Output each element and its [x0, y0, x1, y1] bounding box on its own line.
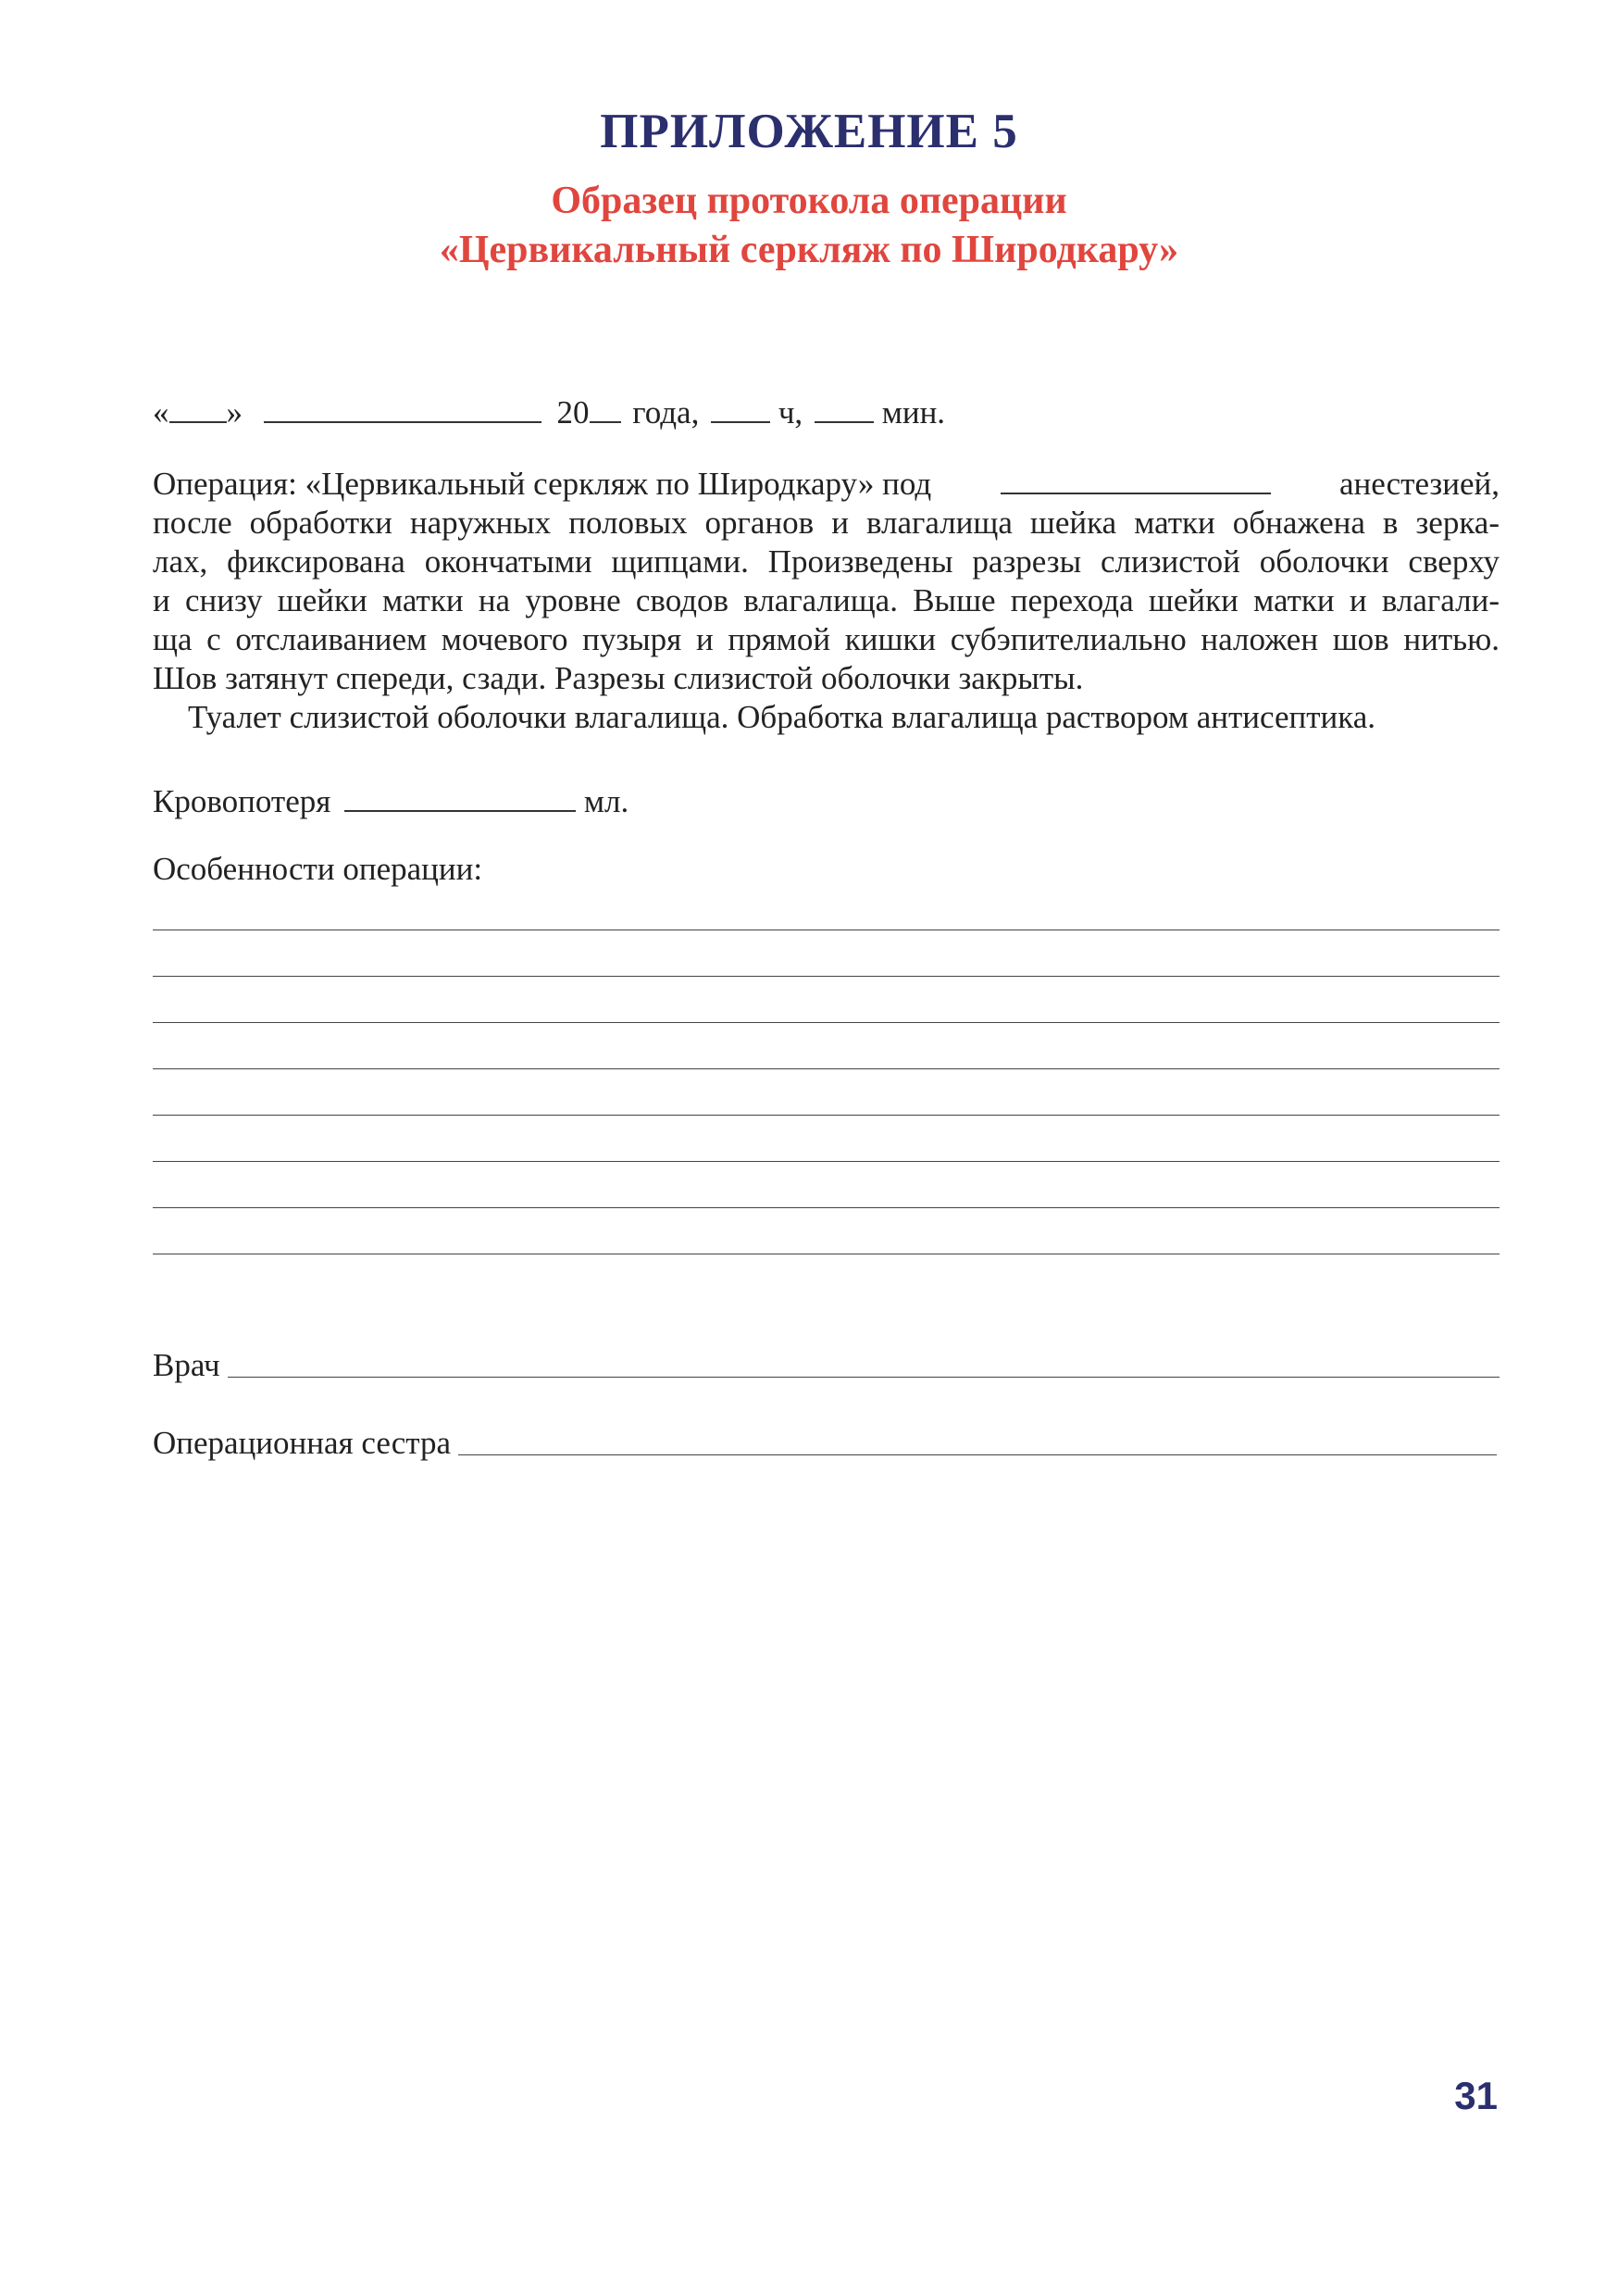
year-prefix: 20: [556, 394, 590, 430]
protocol-line-3: лах, фиксирована окончатыми щипцами. Произведены разрезы слизистой оболочки сверху: [153, 543, 1500, 580]
protocol-line-1-end: анестезией,: [1338, 466, 1500, 502]
features-label: Особенности операции:: [153, 851, 483, 887]
protocol-line-6: Шов затянут спереди, сзади. Разрезы слизистой оболочки закрыты.: [153, 660, 1084, 696]
date-time-line: [153, 393, 945, 432]
protocol-line-5: ща с отслаиванием мочевого пузыря и прямой кишки субэпителиально наложен шов нитью.: [153, 621, 1500, 657]
protocol-paragraph: [153, 465, 1500, 737]
year-suffix: года,: [632, 394, 700, 430]
day-field[interactable]: [169, 393, 227, 423]
protocol-line-1: [153, 465, 1500, 504]
protocol-line-1-start: Операция: «Цервикальный серкляж по Широдкару» под: [153, 466, 932, 502]
close-quote: »: [226, 394, 243, 430]
nurse-signature-field[interactable]: [458, 1454, 1497, 1455]
blood-loss-unit: мл.: [583, 783, 629, 819]
appendix-heading: ПРИЛОЖЕНИЕ 5: [600, 105, 1018, 158]
blood-loss-line: [153, 782, 629, 821]
doctor-signature-line: [153, 1346, 1500, 1385]
notes-line-4[interactable]: [153, 1068, 1500, 1069]
nurse-label: Операционная сестра: [153, 1425, 452, 1461]
protocol-title-line2: «Цервикальный серкляж по Широдкару»: [439, 229, 1179, 271]
minutes-field[interactable]: [815, 393, 874, 423]
doctor-signature-field[interactable]: [228, 1377, 1500, 1378]
notes-line-3[interactable]: [153, 1022, 1500, 1023]
anesthesia-field[interactable]: [1001, 467, 1271, 494]
month-field[interactable]: [264, 393, 541, 423]
nurse-signature-line: [153, 1424, 1497, 1463]
notes-line-7[interactable]: [153, 1207, 1500, 1208]
protocol-line-4: и снизу шейки матки на уровне сводов влагалища. Выше перехода шейки матки и влагали-: [153, 582, 1500, 618]
page-number: 31: [1454, 2074, 1498, 2117]
open-quote: «: [153, 394, 169, 430]
hours-label: ч,: [778, 394, 803, 430]
hours-field[interactable]: [711, 393, 770, 423]
notes-line-6[interactable]: [153, 1161, 1500, 1162]
minutes-label: мин.: [881, 394, 946, 430]
protocol-title-line1: Образец протокола операции: [551, 180, 1067, 222]
blood-loss-field[interactable]: [344, 782, 576, 812]
protocol-line-7: Туалет слизистой оболочки влагалища. Обработка влагалища раствором антисептика.: [188, 699, 1376, 735]
year-field[interactable]: [590, 393, 621, 423]
protocol-line-2: после обработки наружных половых органов и влагалища шейка матки обнажена в зерка-: [153, 505, 1500, 541]
notes-line-2[interactable]: [153, 976, 1500, 977]
blood-loss-label: Кровопотеря: [153, 783, 331, 819]
doctor-label: Врач: [153, 1347, 220, 1383]
notes-line-5[interactable]: [153, 1115, 1500, 1116]
